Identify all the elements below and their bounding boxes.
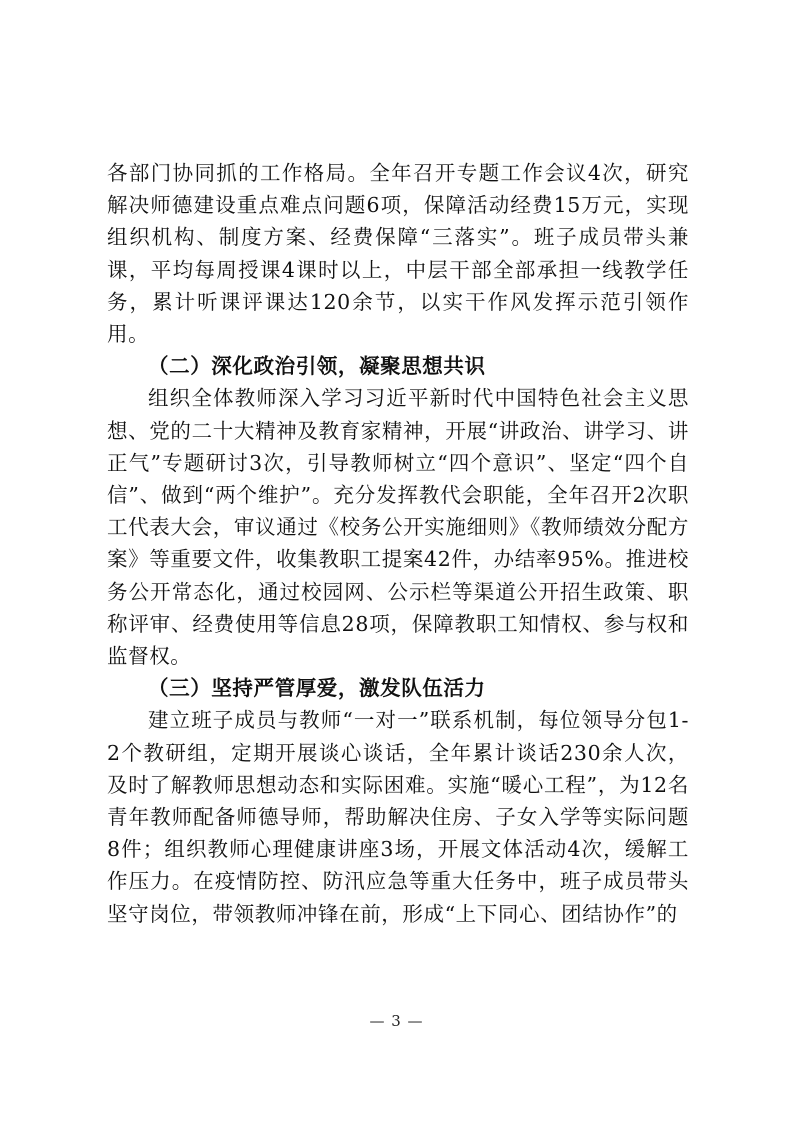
document-body: [107, 157, 689, 930]
body-paragraph-3: 建立班子成员与教师“一对一”联系机制，每位领导分包1-2个教研组，定期开展谈心谈话，全年累计谈话230余人次，及时了解教师思想动态和实际困难。实施“暖心工程”，为12名青年教师配备师德导师，帮助解决住房、子女入学等实际问题8件；组织教师心理健康讲座3场，开展文体活动4次，缓解工作压力。在疫情防控、防汛应急等重大任务中，班子成员带头坚守岗位，带领教师冲锋在前，形成“上下同心、团结协作”的: [107, 708, 689, 926]
section-heading-2: （二）深化政治引领，凝聚思想共识: [148, 354, 486, 379]
body-paragraph-2: 组织全体教师深入学习习近平新时代中国特色社会主义思想、党的二十大精神及教育家精神，开展“讲政治、讲学习、讲正气”专题研讨3次，引导教师树立“四个意识”、坚定“四个自信”、做到“两个维护”。充分发挥教代会职能，全年召开2次职工代表大会，审议通过《校务公开实施细则》《教师绩效分配方案》等重要文件，收集教职工提案42件，办结率95%。推进校务公开常态化，通过校园网、公示栏等渠道公开招生政策、职称评审、经费使用等信息28项，保障教职工知情权、参与权和监督权。: [107, 386, 689, 669]
page-number: — 3 —: [369, 1012, 424, 1030]
body-paragraph-1: 各部门协同抓的工作格局。全年召开专题工作会议4次，研究解决师德建设重点难点问题6项，保障活动经费15万元，实现组织机构、制度方案、经费保障“三落实”。班子成员带头兼课，平均每周授课4课时以上，中层干部全部承担一线教学任务，累计听课评课达120余节，以实干作风发挥示范引领作用。: [107, 161, 689, 347]
section-heading-3: （三）坚持严管厚爱，激发队伍活力: [148, 676, 486, 701]
